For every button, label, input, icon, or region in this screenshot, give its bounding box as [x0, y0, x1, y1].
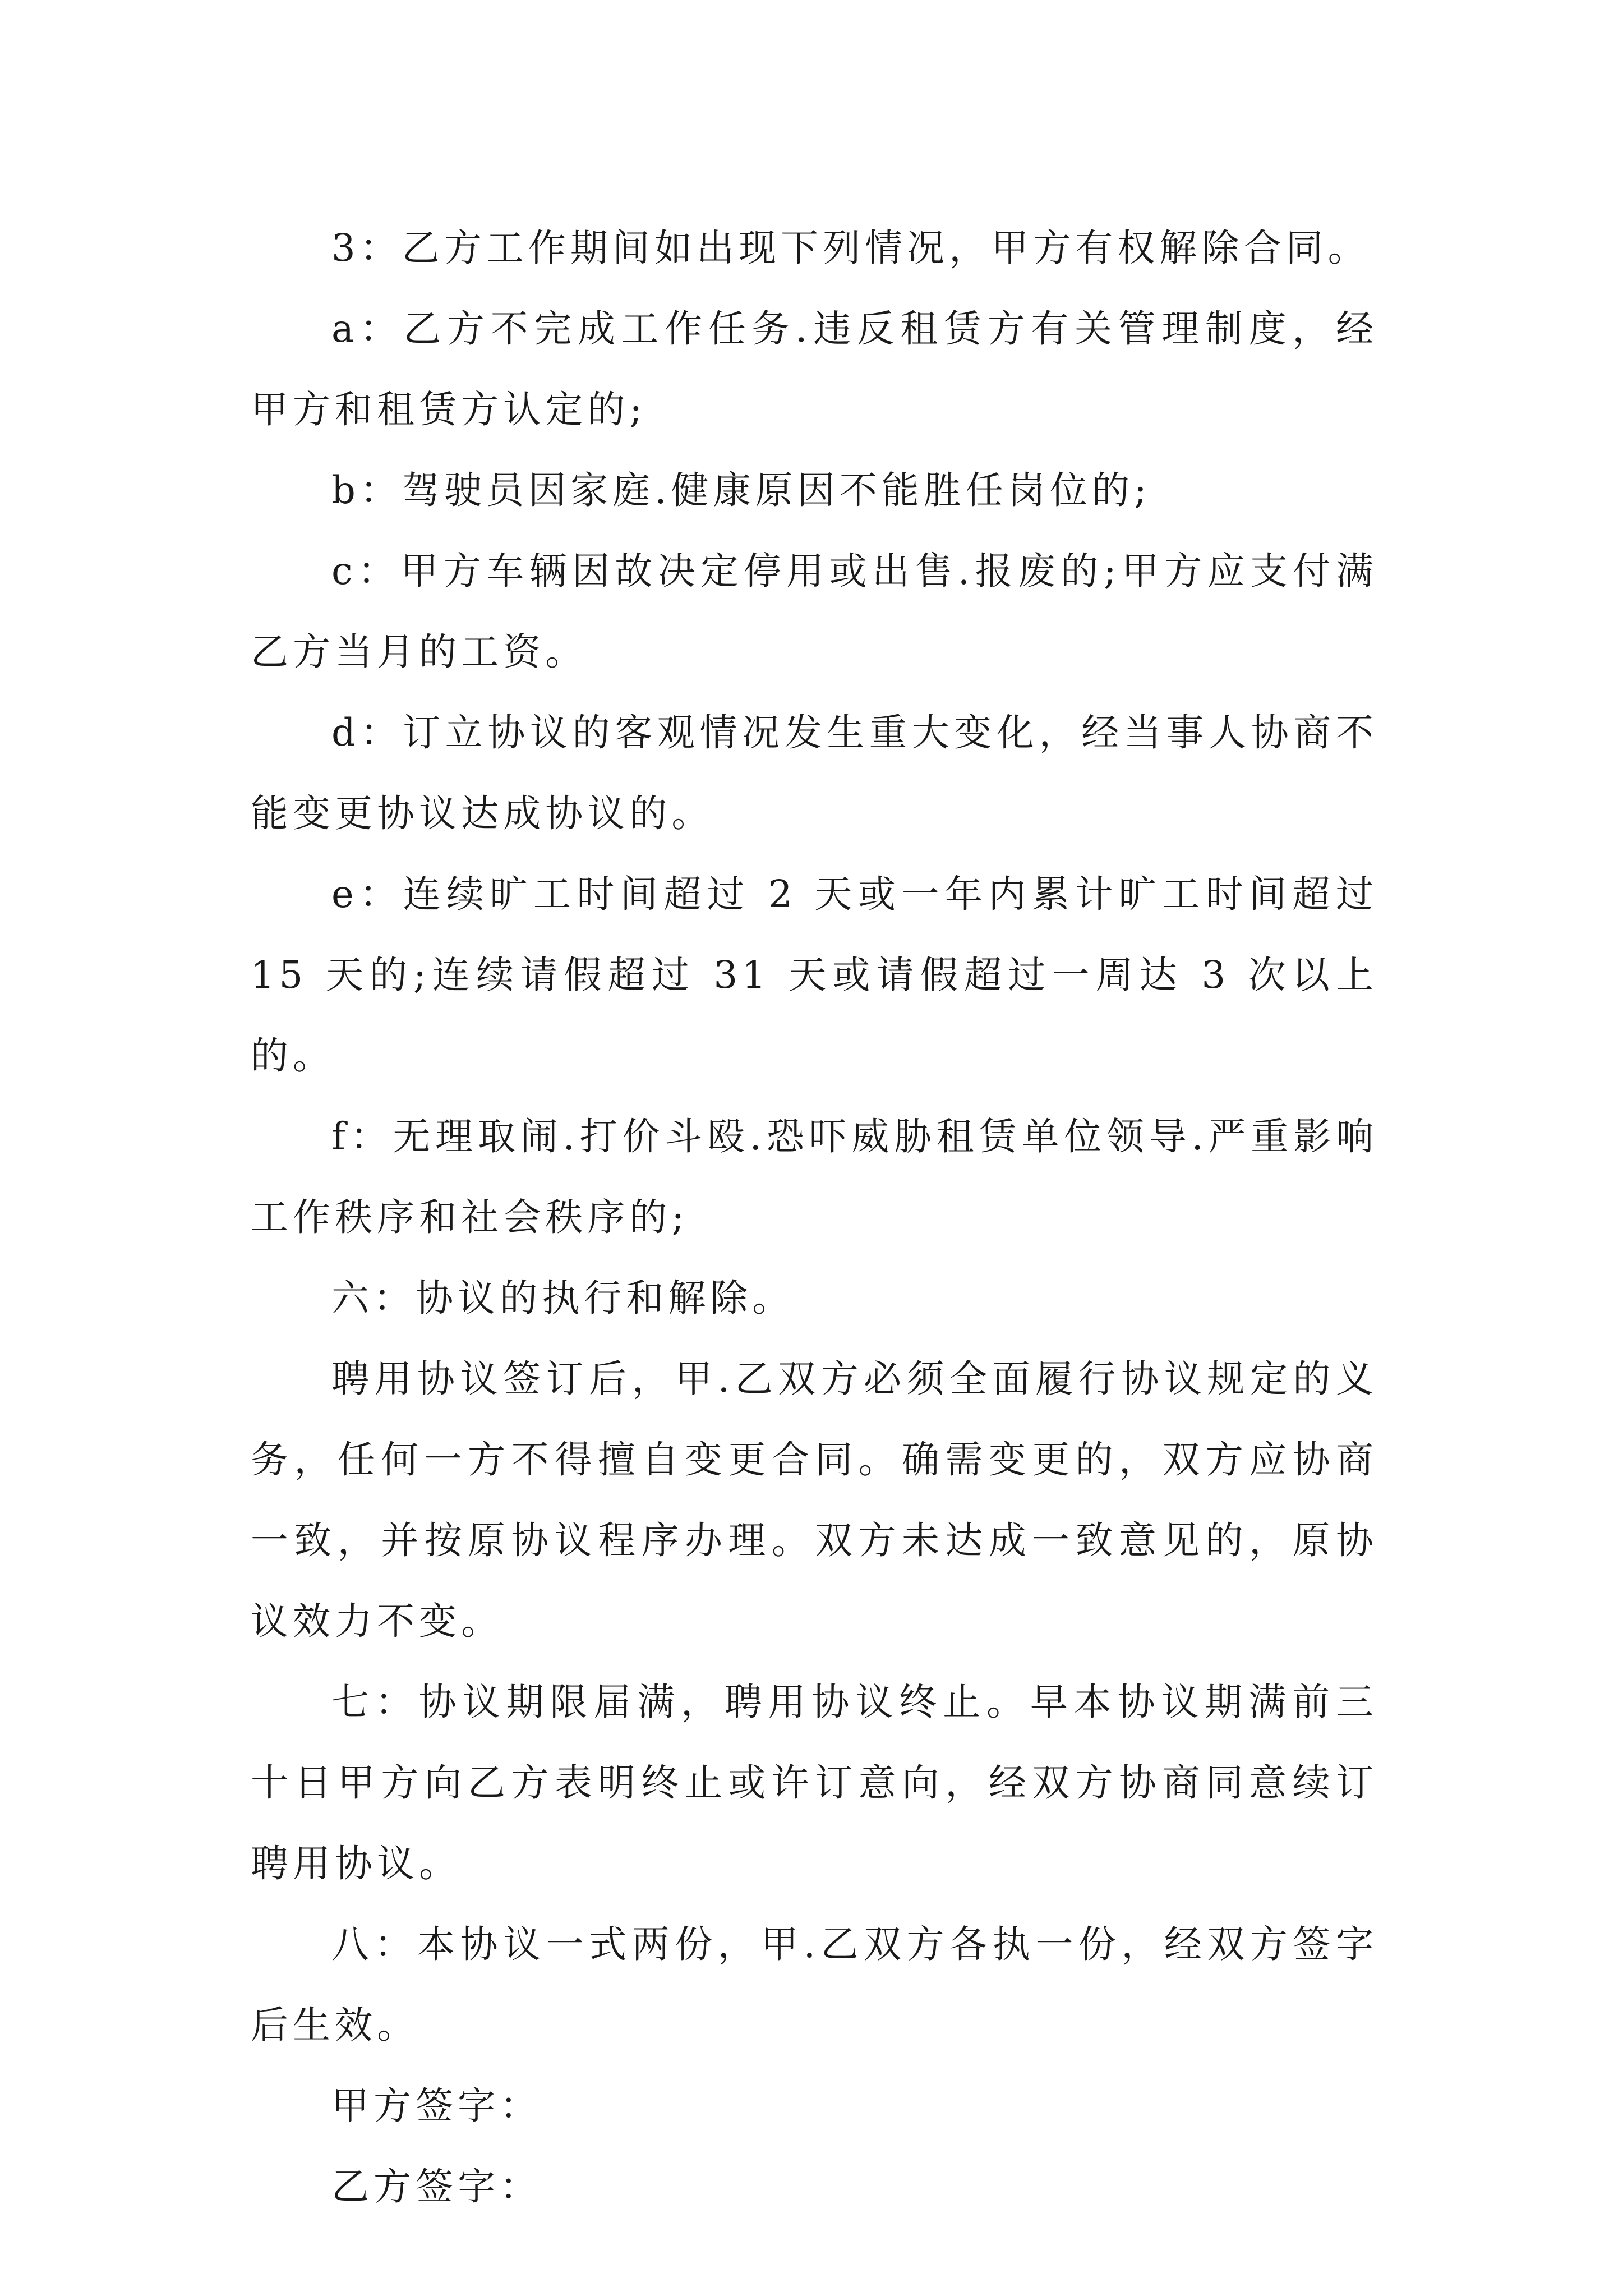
party-b-signature-line: 乙方签字：	[331, 2165, 542, 2208]
section-7-body: 七：协议期限届满，聘用协议终止。早本协议期满前三十日甲方向乙方表明终止或许订意向，经双方协商同意续订聘用协议。	[251, 1680, 1378, 1885]
clause-item-a: a：乙方不完成工作任务.违反租赁方有关管理制度，经甲方和租赁方认定的;	[251, 307, 1378, 431]
clause-item-c: c：甲方车辆因故决定停用或出售.报废的;甲方应支付满乙方当月的工资。	[251, 549, 1378, 674]
clause-item-d: d：订立协议的客观情况发生重大变化，经当事人协商不能变更协议达成协议的。	[251, 711, 1378, 835]
document-body	[251, 208, 1378, 2227]
section-8-body: 八：本协议一式两份，甲.乙双方各执一份，经双方签字后生效。	[251, 1922, 1378, 2047]
clause-item-e: e：连续旷工时间超过 2 天或一年内累计旷工时间超过 15 天的;连续请假超过 31 天或请假超过一周达 3 次以上的。	[251, 872, 1378, 1078]
section-6-heading: 六：协议的执行和解除。	[331, 1276, 795, 1320]
party-a-signature-line: 甲方签字：	[331, 2084, 542, 2128]
clause-3-termination-conditions: 3：乙方工作期间如出现下列情况，甲方有权解除合同。	[331, 226, 1370, 270]
clause-item-f: f：无理取闹.打价斗殴.恐吓威胁租赁单位领导.严重影响工作秩序和社会秩序的;	[251, 1115, 1378, 1239]
clause-item-b: b：驾驶员因家庭.健康原因不能胜任岗位的;	[331, 468, 1151, 512]
section-6-body: 聘用协议签订后，甲.乙双方必须全面履行协议规定的义务，任何一方不得擅自变更合同。确需变更的，双方应协商一致，并按原协议程序办理。双方未达成一致意见的，原协议效力不变。	[251, 1357, 1378, 1643]
